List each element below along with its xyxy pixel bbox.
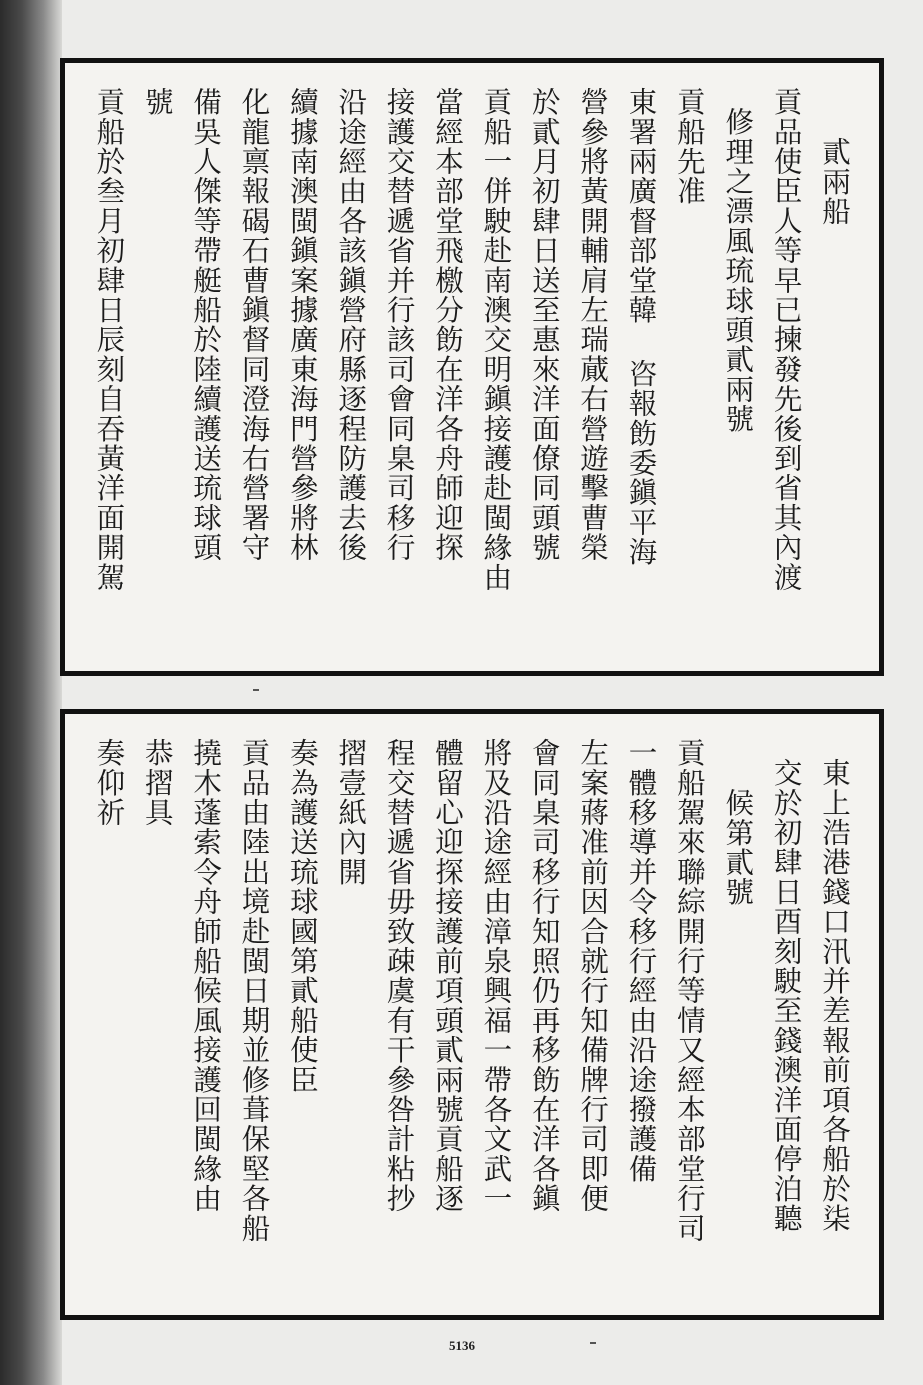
- text-column: 貢船一併駛赴南澳交明鎭接護赴閩緣由: [479, 87, 513, 592]
- text-column: 將及沿途經由漳泉興福一帶各文武一: [479, 738, 513, 1214]
- text-column: 奏為護送琉球國第貳船使臣: [285, 738, 319, 1095]
- text-column: 奏仰祈: [92, 738, 126, 828]
- text-column: 貢品使臣人等早已揀發先後到省其內渡: [769, 87, 803, 592]
- text-column: 備吳人傑等帶艇船於陸續護送琉球頭: [189, 87, 223, 563]
- text-column: 恭摺具: [140, 738, 174, 828]
- text-column: 營參將黃開輔肩左瑞蕆右營遊擊曹榮: [576, 87, 610, 563]
- text-column: 續據南澳閩鎭案據廣東海門營參將林: [285, 87, 319, 563]
- text-column: 化龍禀報碣石曹鎭督同澄海右營署守: [237, 87, 271, 563]
- text-column: 貢品由陸出境赴閩日期並修葺保堅各船: [237, 738, 271, 1243]
- page-number: 5136: [449, 1338, 475, 1353]
- text-column: 貢船駕來聯綜開行等情又經本部堂行司: [672, 738, 706, 1243]
- text-column: 貢船於叁月初肆日辰刻自吞黃洋面開駕: [92, 87, 126, 592]
- text-column: 一體移導并令移行經由沿途撥護備: [624, 738, 658, 1184]
- text-column: 當經本部堂飛檄分飭在洋各舟師迎探: [431, 87, 464, 563]
- text-column: 摺壹紙內開: [334, 738, 368, 887]
- upper-manuscript-panel: [60, 58, 884, 676]
- text-column: 於貳月初肆日送至惠來洋面僚同頭號: [527, 87, 561, 563]
- column-container: [85, 87, 859, 653]
- column-container: [85, 738, 859, 1297]
- lower-manuscript-panel: [60, 709, 884, 1320]
- text-column: 東上浩港錢口汛并差報前項各船於柒: [818, 758, 851, 1234]
- text-column: 沿途經由各該鎭營府縣逐程防護去後: [334, 87, 368, 563]
- text-column: 候第貳號: [721, 788, 755, 907]
- text-column: 貢船先准: [672, 87, 706, 206]
- text-column: 號: [140, 87, 174, 117]
- text-column: 會同臬司移行知照仍再移飭在洋各鎭: [527, 738, 561, 1214]
- text-column: 東署兩廣督部堂韓 咨報飭委鎭平海: [624, 87, 658, 567]
- text-column: 體留心迎探接護前項頭貳兩號貢船逐: [431, 738, 464, 1214]
- book-binding-shadow: [0, 0, 62, 1385]
- text-column: 貳兩船: [818, 137, 851, 227]
- stray-mark: [590, 1342, 596, 1344]
- text-column: 撓木蓬索令舟師船候風接護回閩緣由: [189, 738, 223, 1214]
- text-column: 交於初肆日酉刻駛至錢澳洋面停泊聽: [769, 758, 803, 1234]
- text-column: 修理之漂風琉球頭貳兩號: [721, 107, 755, 434]
- text-column: 接護交替遞省并行該司會同臬司移行: [382, 87, 416, 563]
- text-column: 左案蔣准前因合就行知備牌行司即便: [576, 738, 610, 1214]
- text-column: 程交替遞省毋致疎虞有干參咎計粘抄: [382, 738, 416, 1214]
- stray-mark: [253, 689, 259, 691]
